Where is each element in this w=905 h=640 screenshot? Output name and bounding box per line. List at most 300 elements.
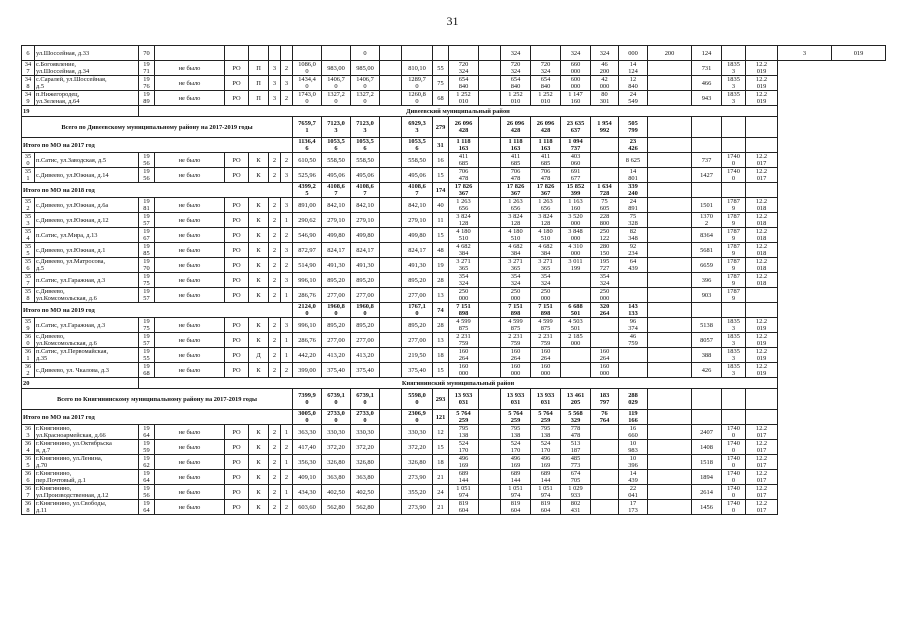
table-row	[22, 198, 886, 213]
table-cell: 12.2 019	[746, 333, 778, 348]
table-cell: 17 826 367	[449, 183, 479, 198]
table-cell: 330,30	[351, 425, 380, 440]
table-cell: 2 231 759	[449, 333, 479, 348]
table-cell: 491,30	[351, 258, 380, 273]
table-cell: 654 840	[449, 76, 479, 91]
table-cell: 1 118 163	[501, 138, 531, 153]
table-row	[22, 455, 886, 470]
table-row	[22, 61, 886, 76]
table-cell: 3	[281, 243, 293, 258]
table-cell: РО	[225, 318, 249, 333]
table-cell: 895,20	[322, 318, 351, 333]
table-cell	[591, 168, 619, 183]
table-cell: 35 6	[22, 258, 35, 273]
table-cell: 24 549	[619, 91, 648, 106]
table-cell: 2	[281, 153, 293, 168]
table-cell: 1	[281, 213, 293, 228]
table-cell: 6 688 501	[561, 303, 591, 318]
table-cell: 13 933 031	[449, 389, 479, 410]
table-cell: г.Княгинино, ул.Красноармейская, д.66	[35, 425, 139, 440]
table-cell: 12.2 017	[746, 455, 778, 470]
table-cell: 1 029 933	[561, 485, 591, 500]
table-cell: 442,20	[293, 348, 322, 363]
table-cell	[722, 389, 746, 410]
table-cell	[380, 198, 402, 213]
table-cell: 36 6	[22, 470, 35, 485]
table-cell: 1740 0	[722, 168, 746, 183]
table-cell: 12.2 017	[746, 153, 778, 168]
table-cell	[591, 425, 619, 440]
table-cell: 720 324	[531, 61, 561, 76]
table-cell	[692, 389, 722, 410]
table-cell: 3	[778, 46, 832, 61]
table-cell	[380, 91, 402, 106]
table-cell: 706 478	[531, 168, 561, 183]
table-cell: 1086,0 0	[293, 61, 322, 76]
table-cell: 3 824 128	[531, 213, 561, 228]
table-cell: 82 348	[619, 228, 648, 243]
table-cell: 654 840	[531, 76, 561, 91]
table-cell: Дивеевский муниципальный район	[139, 106, 778, 117]
table-cell: 7 151 898	[501, 303, 531, 318]
table-cell	[479, 470, 501, 485]
table-cell: 499,80	[402, 228, 433, 243]
total-row	[22, 303, 886, 318]
table-cell: не было	[155, 348, 225, 363]
table-cell	[591, 318, 619, 333]
table-cell: 17 826 367	[531, 183, 561, 198]
table-cell: 5138	[692, 318, 722, 333]
table-cell: 1787 9	[722, 243, 746, 258]
table-cell: 1136,4 6	[293, 138, 322, 153]
table-cell: 277,00	[402, 288, 433, 303]
table-cell: 42 000	[591, 76, 619, 91]
table-cell: 802 431	[561, 500, 591, 515]
table-cell	[380, 228, 402, 243]
table-cell	[479, 485, 501, 500]
table-cell	[479, 273, 501, 288]
table-cell: 2	[269, 228, 281, 243]
table-cell: РО	[225, 198, 249, 213]
table-cell: 842,10	[322, 198, 351, 213]
table-cell: 160 000	[449, 363, 479, 378]
table-cell: 0	[351, 46, 380, 61]
table-cell: 3	[281, 318, 293, 333]
table-cell: 1743,0 0	[293, 91, 322, 106]
table-cell: 1434,4 0	[293, 76, 322, 91]
table-cell	[531, 46, 561, 61]
table-cell: 330,30	[402, 425, 433, 440]
table-cell: г.Княгинино, ул.Производственная, д.12	[35, 485, 139, 500]
table-cell: 68	[433, 91, 449, 106]
table-cell: 1 094 737	[561, 138, 591, 153]
table-cell: РО	[225, 455, 249, 470]
table-cell: 2 231 759	[501, 333, 531, 348]
table-cell: ул.Шоссейная, д.33	[35, 46, 139, 61]
table-cell: 290,62	[293, 213, 322, 228]
table-cell: 1740 0	[722, 153, 746, 168]
table-cell: 19 81	[139, 198, 155, 213]
table-cell: 2 231 759	[531, 333, 561, 348]
table-cell	[591, 138, 619, 153]
table-cell: К	[249, 243, 269, 258]
table-cell: 706 478	[449, 168, 479, 183]
table-cell: 2	[269, 213, 281, 228]
table-cell: РО	[225, 258, 249, 273]
table-cell: 413,20	[322, 348, 351, 363]
table-cell: 35 9	[22, 318, 35, 333]
table-cell	[479, 198, 501, 213]
table-cell: 2	[269, 348, 281, 363]
table-cell: 293	[433, 389, 449, 410]
table-cell: 121	[433, 410, 449, 425]
table-cell: 48	[433, 243, 449, 258]
table-cell: 2	[269, 333, 281, 348]
table-cell	[619, 363, 648, 378]
table-cell: 505 799	[619, 117, 648, 138]
table-cell	[648, 363, 692, 378]
table-cell: 286,76	[293, 333, 322, 348]
table-cell: 1835 3	[722, 318, 746, 333]
table-cell: 6739,1 0	[351, 389, 380, 410]
table-cell: 411 685	[531, 153, 561, 168]
table-cell: 1327,2 0	[322, 91, 351, 106]
table-cell: 1	[281, 485, 293, 500]
table-cell: 46 759	[619, 333, 648, 348]
table-cell: 14 801	[619, 168, 648, 183]
table-cell	[380, 485, 402, 500]
table-cell	[722, 303, 746, 318]
table-cell: 80 301	[591, 91, 619, 106]
table-cell	[380, 333, 402, 348]
table-cell: не было	[155, 485, 225, 500]
table-cell	[380, 213, 402, 228]
table-cell: 250 000	[591, 288, 619, 303]
table-cell: не было	[155, 318, 225, 333]
table-cell: 19 57	[139, 213, 155, 228]
table-cell: 1	[281, 425, 293, 440]
table-cell: 12.2 019	[746, 61, 778, 76]
table-cell: 13 933 031	[531, 389, 561, 410]
table-cell: 1	[281, 348, 293, 363]
table-cell	[479, 455, 501, 470]
table-cell: 326,80	[322, 455, 351, 470]
table-cell	[479, 410, 501, 425]
table-cell: 2	[269, 500, 281, 515]
table-cell	[722, 410, 746, 425]
table-cell: 22 041	[619, 485, 648, 500]
table-cell: К	[249, 168, 269, 183]
table-cell: 16 660	[619, 425, 648, 440]
table-cell	[479, 228, 501, 243]
table-cell	[619, 348, 648, 363]
table-cell: К	[249, 455, 269, 470]
table-cell: 12.2 018	[746, 198, 778, 213]
table-cell	[293, 46, 322, 61]
table-cell: 15 852 399	[561, 183, 591, 198]
table-cell: 558,50	[322, 153, 351, 168]
table-cell	[479, 183, 501, 198]
table-cell: 499,80	[322, 228, 351, 243]
table-cell: п.Сатис, ул.Первомайская, д.35	[35, 348, 139, 363]
table-cell	[591, 470, 619, 485]
table-cell: 689 144	[449, 470, 479, 485]
table-cell	[648, 348, 692, 363]
table-cell: 34 9	[22, 91, 35, 106]
table-cell: г.Княгинино, пер.Почтовый, д.1	[35, 470, 139, 485]
table-cell: 610,50	[293, 153, 322, 168]
table-cell	[479, 440, 501, 455]
table-cell: 2306,9 0	[402, 410, 433, 425]
table-cell	[648, 76, 692, 91]
table-cell	[561, 273, 591, 288]
table-cell: 402,50	[351, 485, 380, 500]
table-cell	[479, 500, 501, 515]
table-cell	[380, 389, 402, 410]
table-cell: 17 173	[619, 500, 648, 515]
table-cell: 525,96	[293, 168, 322, 183]
table-cell: 795 138	[449, 425, 479, 440]
table-cell: 4399,2 5	[293, 183, 322, 198]
table-cell: 4 682 384	[501, 243, 531, 258]
table-cell: 19	[433, 258, 449, 273]
table-cell	[380, 500, 402, 515]
table-cell	[591, 485, 619, 500]
table-cell: 4 180 510	[531, 228, 561, 243]
table-cell	[591, 153, 619, 168]
table-cell: 4 310 000	[561, 243, 591, 258]
table-cell: 12 840	[619, 76, 648, 91]
table-cell: 1960,8 0	[322, 303, 351, 318]
table-cell: К	[249, 273, 269, 288]
table-cell: 160 264	[501, 348, 531, 363]
table-cell: не было	[155, 228, 225, 243]
table-cell: 4 503 501	[561, 318, 591, 333]
table-cell: 842,10	[351, 198, 380, 213]
table-cell: 3	[281, 273, 293, 288]
table-row	[22, 348, 886, 363]
table-cell: 1740 0	[722, 470, 746, 485]
table-cell: 513 187	[561, 440, 591, 455]
table-cell: 1 118 163	[449, 138, 479, 153]
table-cell: 1518	[692, 455, 722, 470]
table-cell: 12.2 019	[746, 348, 778, 363]
table-cell: 34 8	[22, 76, 35, 91]
table-cell: 1370 2	[692, 213, 722, 228]
table-cell: РО	[225, 273, 249, 288]
table-cell: 2	[281, 228, 293, 243]
table-cell: 339 240	[619, 183, 648, 198]
table-cell: 2	[269, 273, 281, 288]
table-cell: К	[249, 500, 269, 515]
table-cell: 524 170	[531, 440, 561, 455]
table-cell: 8057	[692, 333, 722, 348]
table-cell	[479, 153, 501, 168]
table-cell: К	[249, 258, 269, 273]
table-cell: К	[249, 363, 269, 378]
table-cell: 1327,2 0	[351, 91, 380, 106]
table-body	[22, 46, 886, 515]
table-cell: 12.2 017	[746, 440, 778, 455]
table-cell	[479, 363, 501, 378]
table-cell: 1	[281, 455, 293, 470]
table-cell: 2	[269, 363, 281, 378]
table-cell	[648, 213, 692, 228]
table-cell	[692, 183, 722, 198]
table-cell: РО	[225, 213, 249, 228]
table-cell	[692, 410, 722, 425]
table-cell: с.Дивеево, ул.Комсомольская, д.6	[35, 288, 139, 303]
table-cell: 10 396	[619, 455, 648, 470]
total-row	[22, 183, 886, 198]
table-cell: с.Дивеево, ул.Матросова, д.5	[35, 258, 139, 273]
table-cell: 36 4	[22, 440, 35, 455]
table-cell: с.Богоявление, ул.Шоссейная, д.34	[35, 61, 139, 76]
table-cell: 1 051 974	[531, 485, 561, 500]
table-row	[22, 333, 886, 348]
table-cell	[692, 117, 722, 138]
table-cell	[479, 76, 501, 91]
table-cell: 2	[281, 500, 293, 515]
table-cell: 16	[433, 153, 449, 168]
table-cell: 7123,0 3	[322, 117, 351, 138]
table-cell: 2	[269, 485, 281, 500]
table-cell: 26 096 428	[449, 117, 479, 138]
table-cell: 943	[692, 91, 722, 106]
table-cell	[591, 440, 619, 455]
table-cell: не было	[155, 168, 225, 183]
table-cell: 1 051 974	[449, 485, 479, 500]
table-cell: 1787 9	[722, 273, 746, 288]
table-cell: 388	[692, 348, 722, 363]
table-cell: 250 000	[501, 288, 531, 303]
table-cell: 7 151 898	[449, 303, 479, 318]
table-cell: 76 764	[591, 410, 619, 425]
table-cell: 277,00	[322, 288, 351, 303]
table-cell: 12.2 017	[746, 470, 778, 485]
table-cell: 372,20	[351, 440, 380, 455]
table-cell: 2 185 000	[561, 333, 591, 348]
table-cell: 75	[433, 76, 449, 91]
table-cell	[746, 183, 778, 198]
table-cell	[746, 117, 778, 138]
table-cell: не было	[155, 76, 225, 91]
table-cell: 354 324	[501, 273, 531, 288]
table-cell: К	[249, 470, 269, 485]
table-cell	[380, 318, 402, 333]
table-cell: 40	[433, 198, 449, 213]
table-cell	[746, 303, 778, 318]
table-cell: 160 264	[531, 348, 561, 363]
table-cell: 36 3	[22, 425, 35, 440]
section-header-row	[22, 106, 886, 117]
table-cell	[722, 117, 746, 138]
table-cell: 35 5	[22, 243, 35, 258]
table-cell: 15	[433, 440, 449, 455]
table-cell: 019	[832, 46, 886, 61]
table-cell: 411 685	[449, 153, 479, 168]
table-cell: 1289,7 0	[402, 76, 433, 91]
table-cell: 24	[433, 485, 449, 500]
table-cell: 1 954 992	[591, 117, 619, 138]
table-cell: 20	[22, 378, 139, 389]
table-cell: 23 635 637	[561, 117, 591, 138]
table-cell: 1408	[692, 440, 722, 455]
table-cell: 514,90	[293, 258, 322, 273]
table-cell: РО	[225, 470, 249, 485]
table-cell	[619, 273, 648, 288]
table-cell: 5 764 259	[501, 410, 531, 425]
table-cell: 3 271 365	[501, 258, 531, 273]
table-cell	[380, 46, 402, 61]
table-cell: 35 0	[22, 153, 35, 168]
table-cell	[746, 46, 778, 61]
table-cell: 3	[281, 198, 293, 213]
table-cell: К	[249, 425, 269, 440]
table-cell: К	[249, 198, 269, 213]
table-cell: с.Дивеево, ул.Южная, д.14	[35, 168, 139, 183]
table-cell: 1835 3	[722, 363, 746, 378]
table-cell: 1 263 656	[501, 198, 531, 213]
table-cell: 75 605	[591, 198, 619, 213]
table-cell	[648, 228, 692, 243]
table-cell: 36 8	[22, 500, 35, 515]
table-cell: 375,40	[402, 363, 433, 378]
table-cell	[380, 243, 402, 258]
table-cell: 1787 9	[722, 258, 746, 273]
table-cell	[225, 46, 249, 61]
table-cell	[591, 333, 619, 348]
table-cell	[380, 273, 402, 288]
table-cell: 434,30	[293, 485, 322, 500]
table-cell: 273,90	[402, 470, 433, 485]
table-cell: 495,06	[402, 168, 433, 183]
table-cell: 12.2 017	[746, 425, 778, 440]
table-cell: 3 824 128	[501, 213, 531, 228]
table-cell: П	[249, 61, 269, 76]
table-cell: 689 144	[501, 470, 531, 485]
table-cell: 1 051 974	[501, 485, 531, 500]
table-cell: 2733,0 0	[322, 410, 351, 425]
table-cell: 496 169	[531, 455, 561, 470]
table-cell	[648, 138, 692, 153]
table-cell: 372,20	[402, 440, 433, 455]
table-cell: РО	[225, 153, 249, 168]
table-cell: 3	[269, 91, 281, 106]
table-cell: 4108,6 7	[351, 183, 380, 198]
table-cell: 3	[269, 61, 281, 76]
table-cell: 1 252 010	[531, 91, 561, 106]
table-cell: 3 520 000	[561, 213, 591, 228]
table-cell: 219,50	[402, 348, 433, 363]
table-cell: 2733,0 0	[351, 410, 380, 425]
table-cell	[479, 213, 501, 228]
table-cell: 1894	[692, 470, 722, 485]
table-cell: 35 3	[22, 213, 35, 228]
table-cell: 75 328	[619, 213, 648, 228]
table-cell	[648, 425, 692, 440]
table-cell: 160 000	[501, 363, 531, 378]
table-cell: Всего по Княгининскому муниципальному району на 2017-2019 годы	[22, 389, 293, 410]
table-cell: 64 439	[619, 258, 648, 273]
table-cell: 5 764 259	[449, 410, 479, 425]
table-cell: 28	[433, 273, 449, 288]
table-cell	[380, 303, 402, 318]
table-row	[22, 243, 886, 258]
table-cell: 19 71	[139, 61, 155, 76]
table-cell: 824,17	[402, 243, 433, 258]
table-cell: 19 75	[139, 318, 155, 333]
